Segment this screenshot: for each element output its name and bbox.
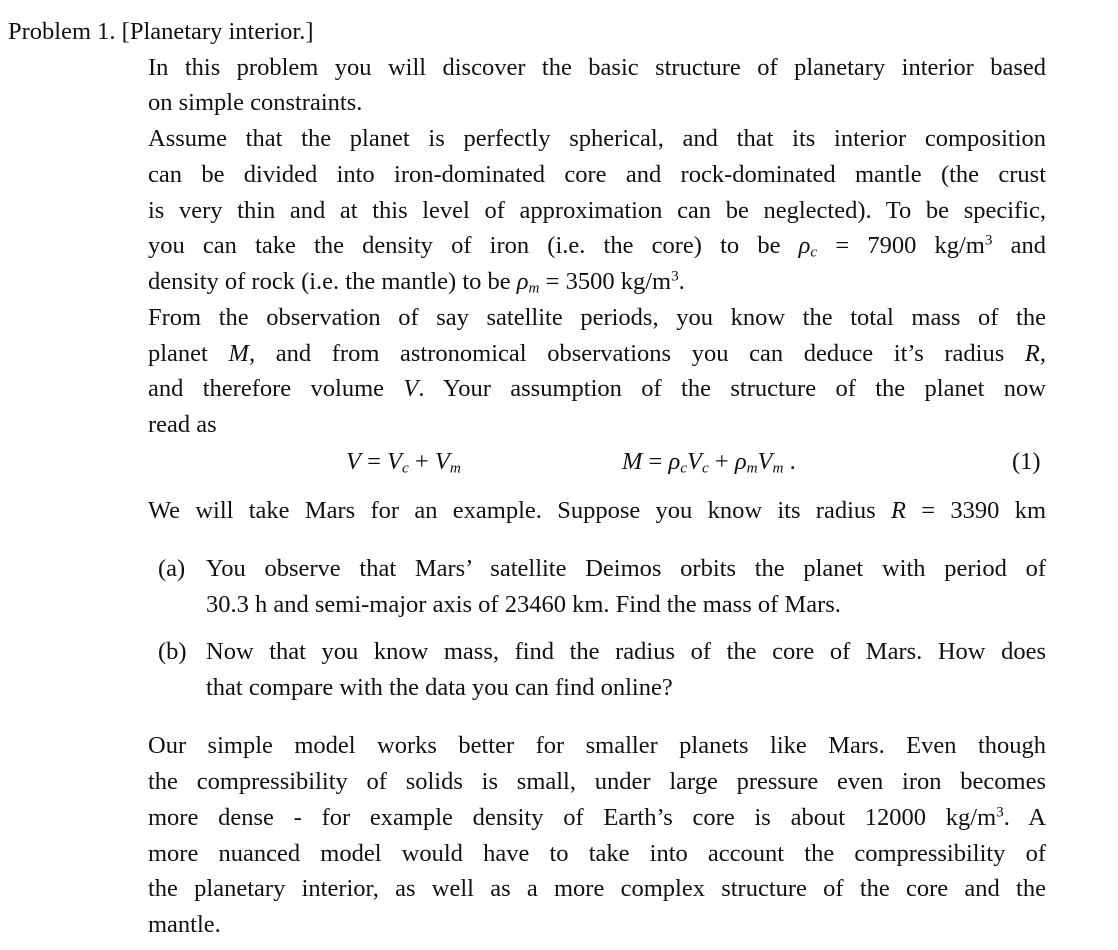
problem-title: [Planetary interior.] [121,18,314,45]
problem-label: Problem 1. [8,18,116,45]
problem-heading [8,20,314,45]
closing-line-2: the compressibility of solids is small, under large pressure even iron becomes [148,768,1046,795]
closing-line-3: more dense - for example density of Earth’s core is about 12000 $kg/m^3$. A [148,803,1046,831]
part-a-line-2: 30.3 h and semi-major axis of 23460 km. Find the mass of Mars. [206,591,841,618]
obs-line-4: read as [148,411,217,438]
closing-line-1: Our simple model works better for smaller planets like Mars. Even though [148,732,1046,759]
part-b-line-1: Now that you know mass, find the radius of the core of Mars. How does [206,638,1046,665]
obs-line-3: and therefore volume V. Your assumption of the structure of the planet now [148,375,1046,402]
part-a-label: (a) [158,555,186,582]
assume-line-1: Assume that the planet is perfectly spherical, and that its interior composition [148,125,1046,152]
closing-line-5: the planetary interior, as well as a more complex structure of the core and the [148,875,1046,902]
assume-line-5: density of rock (i.e. the mantle) to be $\rho_m = 3500$ $kg/m^3$. [148,267,685,297]
closing-line-6: mantle. [148,911,221,938]
part-b-line-2: that compare with the data you can find online? [206,674,673,701]
assume-line-2: can be divided into iron-dominated core and rock-dominated mantle (the crust [148,161,1046,188]
equation-mass: $M = \rho_cV_c + \rho_mV_m$ . [622,448,796,477]
closing-line-4: more nuanced model would have to take into account the compressibility of [148,840,1046,867]
mars-line: We will take Mars for an example. Suppose you know its radius R = 3390 km [148,497,1046,524]
intro-line-2: on simple constraints. [148,89,363,116]
rho-m-expression: $\rho_m = 3500$ $kg/m^3$. [516,267,685,297]
equation-number: (1) [1012,448,1041,475]
equation-volume: $V = V_c + V_m$ [346,448,461,477]
intro-line-1: In this problem you will discover the basic structure of planetary interior based [148,54,1046,81]
obs-line-2: planet M, and from astronomical observations you can deduce it’s radius R, [148,340,1047,367]
part-a-line-1: You observe that Mars’ satellite Deimos orbits the planet with period of [206,555,1046,582]
rho-c-expression: $\rho_c = 7900$ $kg/m^3$ [798,231,993,261]
assume-line-4: you can take the density of iron (i.e. the core) to be $\rho_c = 7900$ $kg/m^3$ and [148,231,1046,261]
assume-line-3: is very thin and at this level of approximation can be neglected). To be specific, [148,197,1046,224]
obs-line-1: From the observation of say satellite periods, you know the total mass of the [148,304,1046,331]
part-b-label: (b) [158,638,187,665]
